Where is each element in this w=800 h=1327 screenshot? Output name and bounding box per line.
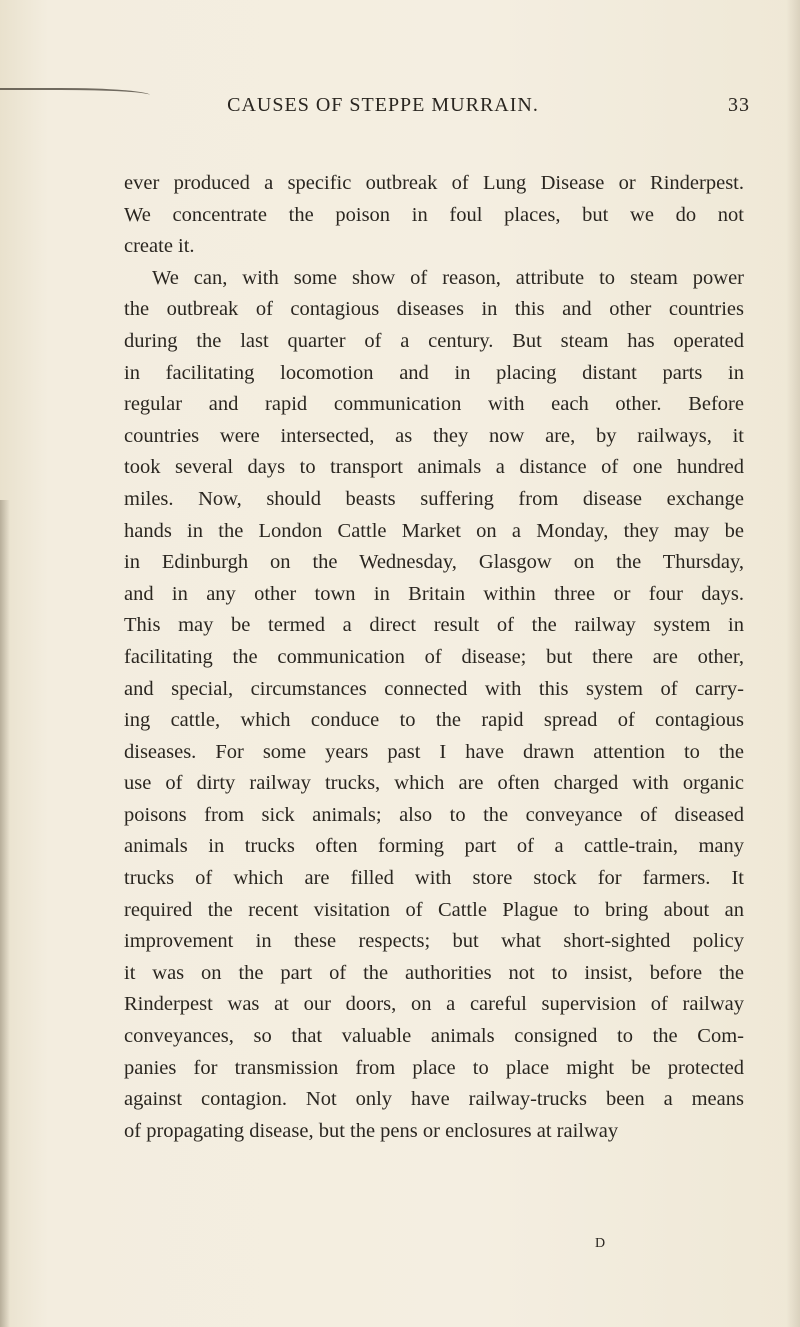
text-line: panies for transmission from place to place might be protected [124,1056,744,1079]
text-line: in Edinburgh on the Wednesday, Glasgow on the Thursday, [124,551,744,574]
binding-shadow [0,500,10,1327]
text-line: of propagating disease, but the pens or enclosures at railway [124,1119,619,1142]
page-edge-shadow [786,0,800,1327]
text-line: We concentrate the poison in foul places, but we do not [124,203,744,226]
text-line: ing cattle, which conduce to the rapid spread of contagious [124,709,744,732]
decorative-pen-stroke [0,88,150,100]
text-line: in facilitating locomotion and in placing distant parts in [124,361,744,384]
page-header [143,94,760,128]
text-line: animals in trucks often forming part of a cattle-train, many [124,835,744,858]
text-line: hands in the London Cattle Market on a Monday, they may be [124,519,744,542]
text-line: use of dirty railway trucks, which are often charged with organic [124,772,744,795]
text-line: and in any other town in Britain within three or four days. [124,582,744,605]
text-line: create it. [124,235,195,258]
text-line: countries were intersected, as they now are, by railways, it [124,424,744,447]
text-line: We can, with some show of reason, attribute to steam power [152,266,744,289]
text-line: facilitating the communication of disease; but there are other, [124,645,744,668]
text-line: regular and rapid communication with each other. Before [124,393,744,416]
running-head: CAUSES OF STEPPE MURRAIN. [227,94,539,116]
text-line: miles. Now, should beasts suffering from disease exchange [124,487,744,510]
signature-mark: D [594,1236,606,1251]
text-line: trucks of which are filled with store stock for farmers. It [124,867,744,890]
text-line: during the last quarter of a century. But steam has operated [124,329,744,352]
text-line: conveyances, so that valuable animals consigned to the Com- [124,1025,744,1048]
text-line: took several days to transport animals a distance of one hundred [124,456,744,479]
text-line: the outbreak of contagious diseases in this and other countries [124,298,744,321]
text-line: and special, circumstances connected with this system of carry- [124,677,744,700]
text-line: poisons from sick animals; also to the conveyance of diseased [124,803,744,826]
text-line: Rinderpest was at our doors, on a careful supervision of railway [124,993,744,1016]
body-text [124,168,744,1147]
page-number: 33 [728,94,750,116]
text-line: required the recent visitation of Cattle Plague to bring about an [124,898,744,921]
text-line: against contagion. Not only have railway-trucks been a means [124,1088,744,1111]
text-line: it was on the part of the authorities not to insist, before the [124,961,744,984]
text-line: diseases. For some years past I have drawn attention to the [124,740,744,763]
text-line: ever produced a specific outbreak of Lung Disease or Rinderpest. [124,172,744,194]
text-line: improvement in these respects; but what short-sighted policy [124,930,744,953]
text-line: This may be termed a direct result of the railway system in [124,614,744,637]
